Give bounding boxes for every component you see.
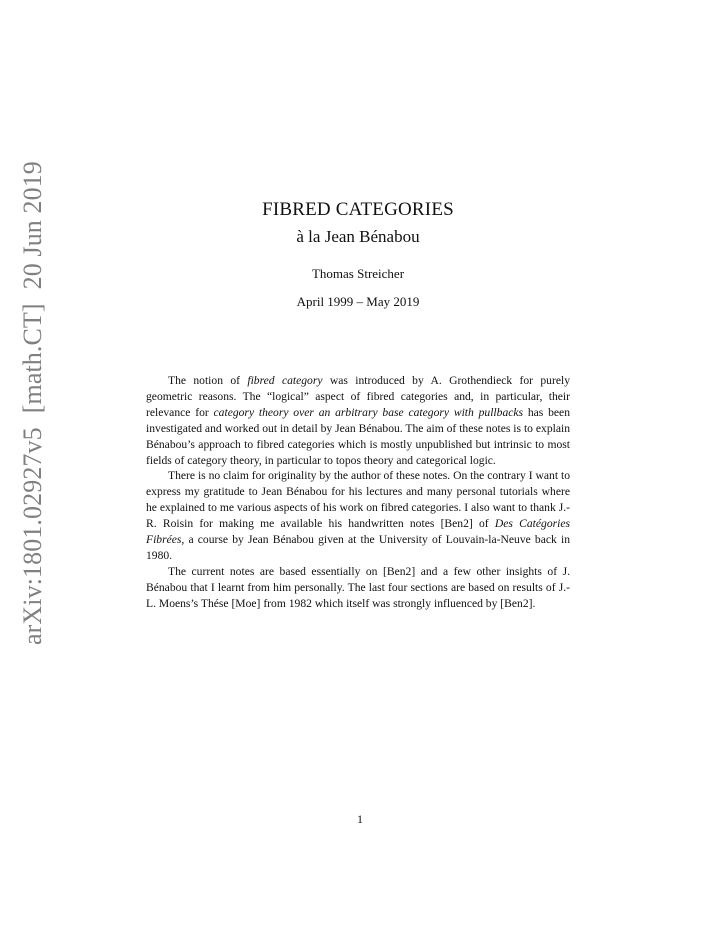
- arxiv-date: 20 Jun 2019: [18, 161, 47, 290]
- arxiv-identifier: arXiv:1801.02927v5: [18, 427, 47, 645]
- emphasis-des-categories-fibrees: Des Catégories Fibrées: [146, 517, 571, 547]
- arxiv-stamp: [11, 161, 55, 645]
- paper-subtitle: à la Jean Bénabou: [296, 227, 420, 246]
- paper-date: April 1999 – May 2019: [296, 294, 420, 309]
- emphasis-fibred-category: fibred category: [247, 374, 323, 387]
- emphasis-category-theory: category theory over an arbitrary base category with pullbacks: [213, 405, 524, 419]
- abstract-paragraph-1: The notion of fibred category was introduced by A. Grothendieck for purely geometric reasons. The “logical” aspect of fibred categories and, in particular, their relevance for category theory over an arbitrary base category with pullbacks has been investigated and worked out in detail by Jean Bénabou. The aim of these notes is to explain Bénabou’s approach to fibred categories which is mostly unpublished but intrinsic to most fields of category theory, in particular to topos theory and categorical logic.: [146, 374, 570, 467]
- arxiv-category: [math.CT]: [18, 303, 47, 414]
- page-number: 1: [357, 812, 363, 826]
- abstract: [146, 373, 570, 612]
- abstract-paragraph-3: The current notes are based essentially on [Ben2] and a few other insights of J. Bénabou that I learnt from him personally. The last four sections are based on results of J.-L. Moens’s Thése [Moe] from 1982 which itself was strongly influenced by [Ben2].: [146, 564, 570, 610]
- abstract-paragraph-2: There is no claim for originality by the author of these notes. On the contrary I want to express my gratitude to Jean Bénabou for his lectures and many personal tutorials where he explained to me various aspects of his work on fibred categories. I also want to thank J.-R. Roisin for making me available his handwritten notes [Ben2] of Des Catégories Fibrées, a course by Jean Bénabou given at the University of Louvain-la-Neuve back in 1980.: [146, 469, 571, 562]
- paper-title: FIBRED CATEGORIES: [262, 199, 454, 220]
- paper-author: Thomas Streicher: [311, 266, 405, 281]
